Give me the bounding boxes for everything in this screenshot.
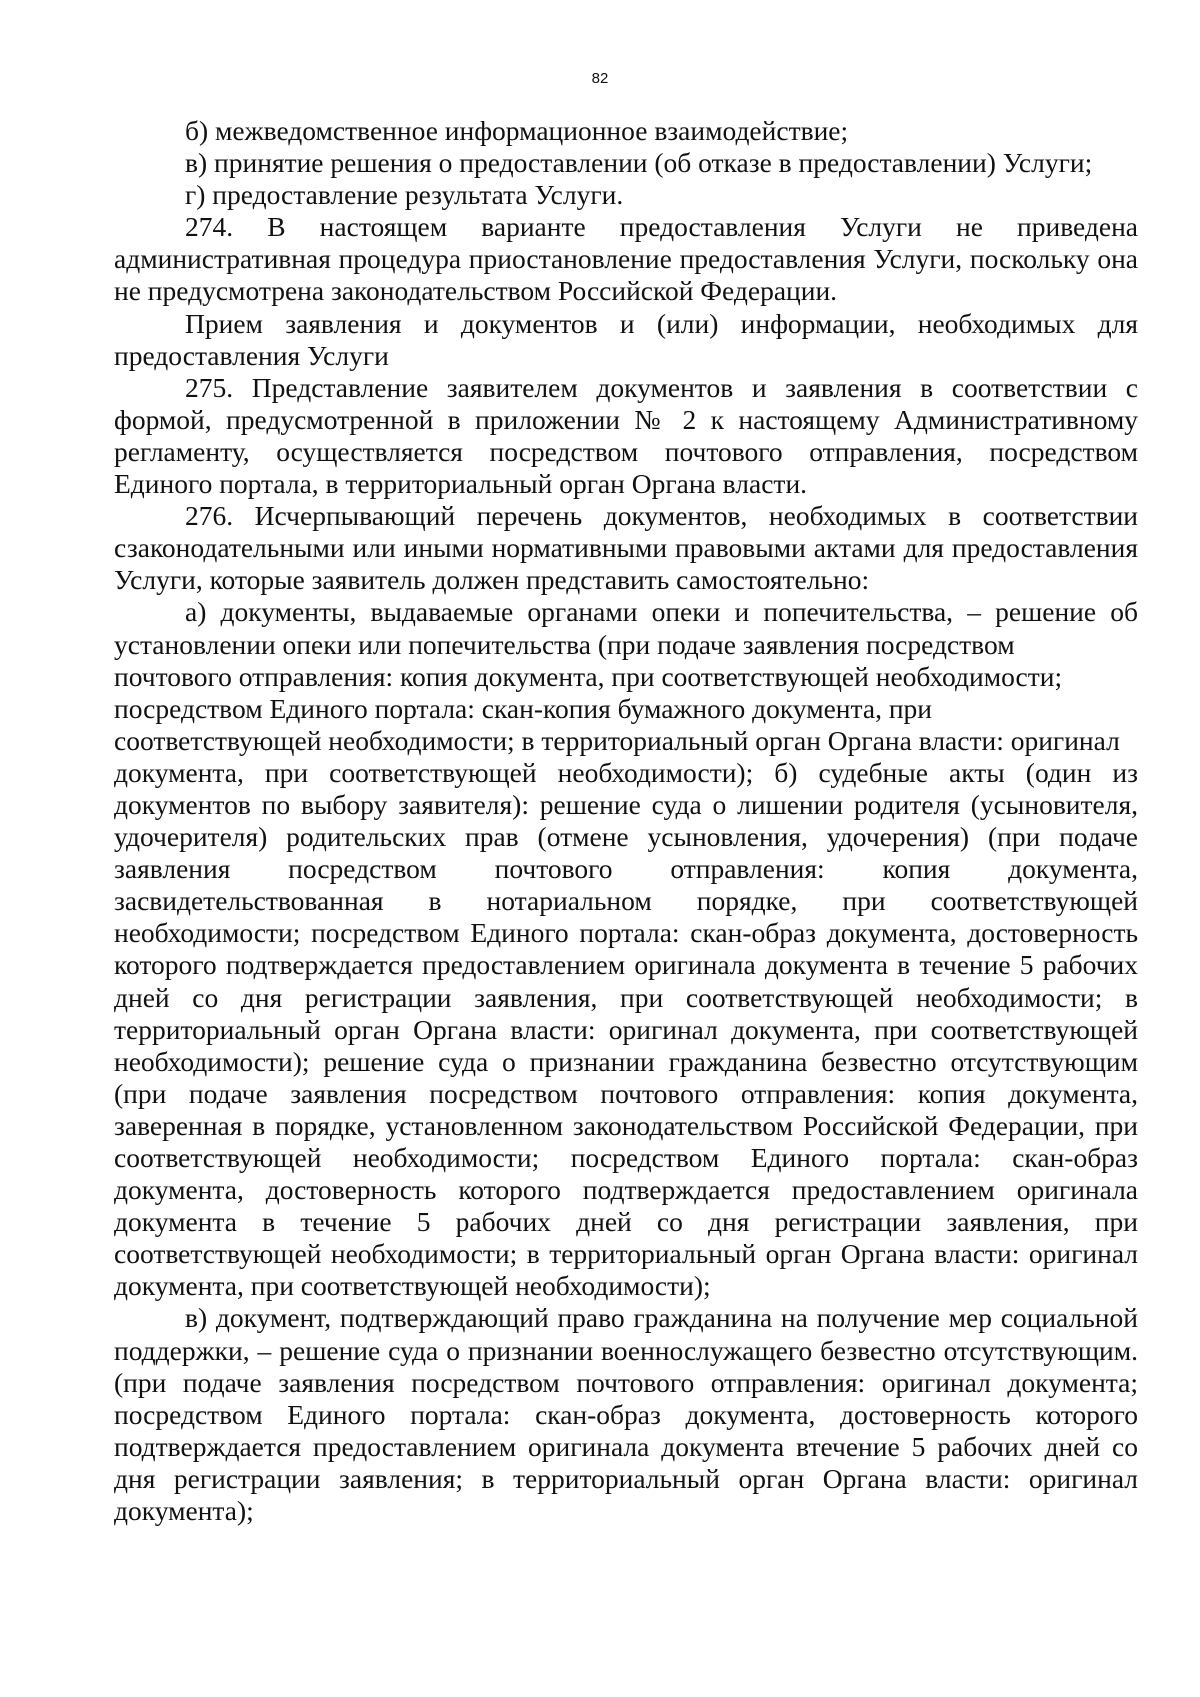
list-item-a-line: посредством Единого портала: скан-копия бумажного документа, при	[114, 692, 933, 724]
list-item-b: б) межведомственное информационное взаимодействие;	[185, 115, 849, 146]
section-heading: Прием заявления и документов и (или) информации, необходимых для предоставления Услуги	[114, 307, 1138, 371]
list-item-a-line: а) документы, выдаваемые органами опеки и попечительства, – решение об	[185, 596, 1138, 628]
list-item-a	[114, 596, 1138, 1302]
list-item-v: в) принятие решения о предоставлении (об отказе в предоставлении) Услуги;	[185, 147, 1093, 179]
document-body	[114, 115, 1138, 1527]
list-item-a-continuation: документа, при соответствующей необходимости); б) судебные акты (один из документов по выбору заявителя): решение суда о лишении родителя (усыновителя, удочерителя) родительских прав (отмене усыновления, удочерения) (при подаче заявления посредством почтового отправления: копия документа, засвидетельствованная в нотариальном порядке, при соответствующей необходимости; посредством Единого портала: скан-образ документа, достоверность которого подтверждается предоставлением оригинала документа в течение 5 рабочих дней со дня регистрации заявления, при соответствующей необходимости; в территориальный орган Органа власти: оригинал документа, при соответствующей необходимости); решение суда о признании гражданина безвестно отсутствующим (при подаче заявления посредством почтового отправления: копия документа, заверенная в порядке, установленном законодательством Российской Федерации, при соответствующей необходимости; посредством Единого портала: скан-образ документа, достоверность которого подтверждается предоставлением оригинала документа в течение 5 рабочих дней со дня регистрации заявления, при соответствующей необходимости; в территориальный орган Органа власти: оригинал документа, при соответствующей необходимости);	[114, 756, 1138, 1302]
paragraph-274: 274. В настоящем варианте предоставления Услуги не приведена административная процедура приостановление предоставления Услуги, поскольку она не предусмотрена законодательством Российской Федерации.	[114, 211, 1138, 307]
list-item-g: г) предоставление результата Услуги.	[185, 179, 624, 211]
paragraph-276: 276. Исчерпывающий перечень документов, необходимых в соответствии сзаконодательными или иными нормативными правовыми актами для предоставления Услуги, которые заявитель должен представить самостоятельно:	[114, 500, 1138, 596]
list-item-v-document: в) документ, подтверждающий право гражданина на получение мер социальной поддержки, – решение суда о признании военнослужащего безвестно отсутствующим. (при подаче заявления посредством почтового отправления: оригинал документа; посредством Единого портала: скан-образ документа, достоверность которого подтверждается предоставлением оригинала документа втечение 5 рабочих дней со дня регистрации заявления; в территориальный орган Органа власти: оригинал документа);	[114, 1302, 1138, 1527]
list-item-a-line: почтового отправления: копия документа, при соответствующей необходимости;	[114, 660, 1063, 692]
list-item-a-line: соответствующей необходимости; в территориальный орган Органа власти: оригинал	[114, 724, 1120, 756]
paragraph-275: 275. Представление заявителем документов и заявления в соответствии с формой, предусмотренной в приложении № 2 к настоящему Административному регламенту, осуществляется посредством почтового отправления, посредством Единого портала, в территориальный орган Органа власти.	[114, 371, 1138, 500]
list-item-a-line: установлении опеки или попечительства (при подаче заявления посредством	[114, 628, 1015, 660]
page-number: 82	[591, 70, 609, 87]
